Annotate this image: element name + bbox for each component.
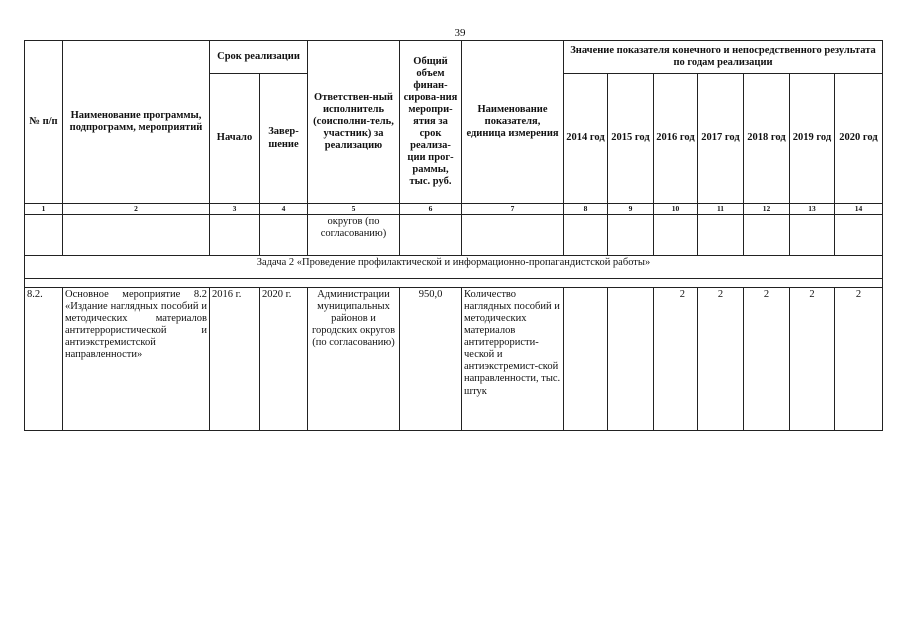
column-number: 1 [25,204,63,215]
header-end: Завер-шение [260,74,308,204]
row-number: 8.2. [25,288,63,431]
header-row-top [25,41,883,74]
row-value-2020: 2 [835,288,883,431]
column-number: 7 [462,204,564,215]
row-volume: 950,0 [400,288,462,431]
row-value-2017: 2 [698,288,744,431]
row-value-2014 [564,288,608,431]
column-number-row [25,204,883,215]
column-number: 3 [210,204,260,215]
row-responsible: Администрации муниципальных районов и городских округов (по согласованию) [308,288,400,431]
header-responsible: Ответствен-ный исполнитель (соисполни-тель, участник) за реализацию [308,41,400,204]
header-period: Срок реализации [210,41,308,74]
column-number: 4 [260,204,308,215]
column-number: 2 [63,204,210,215]
column-number: 13 [790,204,835,215]
column-number: 10 [654,204,698,215]
header-name: Наименование программы, подпрограмм, мероприятий [63,41,210,204]
spacer-row [25,279,883,288]
header-year-2017: 2017 год [698,74,744,204]
column-number: 14 [835,204,883,215]
row-value-2015 [608,288,654,431]
table-row [25,288,883,431]
row-indicator: Количество наглядных пособий и методических материалов антитеррористи-ческой и антиэкстремист-ской направленности, тыс. штук [462,288,564,431]
column-number: 12 [744,204,790,215]
header-indicator: Наименование показателя, единица измерения [462,41,564,204]
header-year-2014: 2014 год [564,74,608,204]
row-start: 2016 г. [210,288,260,431]
row-value-2018: 2 [744,288,790,431]
continuation-row [25,215,883,256]
header-start: Начало [210,74,260,204]
row-end: 2020 г. [260,288,308,431]
header-values-group: Значение показателя конечного и непосредственного результата по годам реализации [564,41,883,74]
header-volume: Общий объем финан-сирова-ния меропри-ятия за срок реализа-ции прог-раммы, тыс. руб. [400,41,462,204]
column-number: 9 [608,204,654,215]
row-name: Основное мероприятие 8.2 «Издание наглядных пособий и методических материалов антитеррористической и антиэкстремистской направленности» [63,288,210,431]
row-value-2016: 2 [654,288,698,431]
program-table [24,40,883,431]
column-number: 8 [564,204,608,215]
header-year-2018: 2018 год [744,74,790,204]
header-year-2020: 2020 год [835,74,883,204]
task-row [25,256,883,279]
column-number: 5 [308,204,400,215]
task-heading: Задача 2 «Проведение профилактической и информационно-пропагандистской работы» [25,256,883,279]
header-num: № п/п [25,41,63,204]
column-number: 6 [400,204,462,215]
column-number: 11 [698,204,744,215]
page-number: 39 [454,27,466,39]
row-value-2019: 2 [790,288,835,431]
header-year-2015: 2015 год [608,74,654,204]
header-year-2016: 2016 год [654,74,698,204]
continuation-responsible: округов (по согласованию) [308,215,400,256]
header-year-2019: 2019 год [790,74,835,204]
